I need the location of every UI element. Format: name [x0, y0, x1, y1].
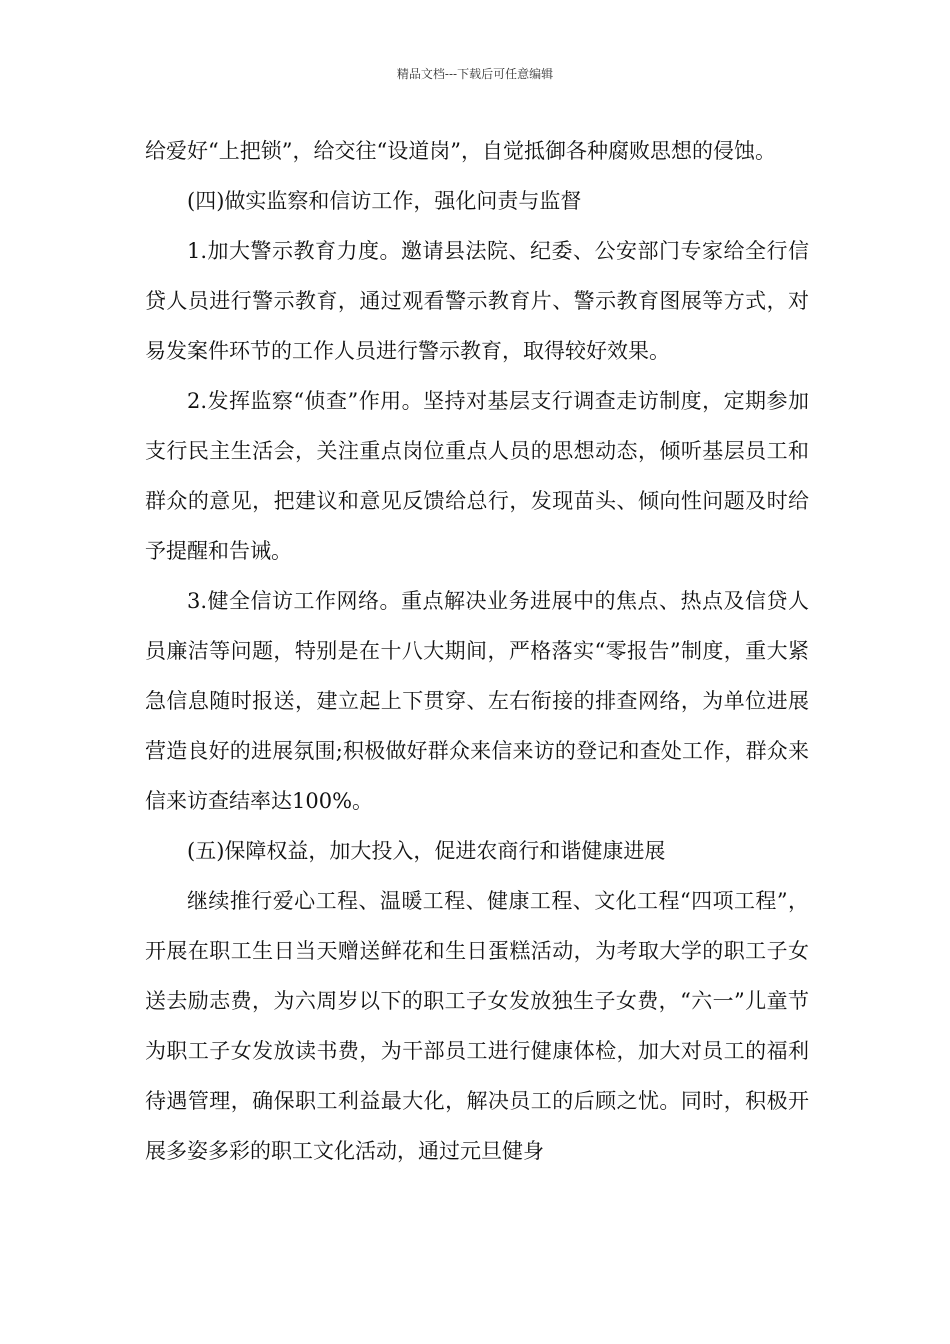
- section-heading-5: (五)保障权益，加大投入，促进农商行和谐健康进展: [187, 839, 666, 863]
- paragraph-body: 继续推行爱心工程、温暖工程、健康工程、文化工程“四项工程”，开展在职工生日当天赠送鲜花和生日蛋糕活动，为考取大学的职工子女送去励志费，为六周岁以下的职工子女发放独生子女费，“六一”儿童节为职工子女发放读书费，为干部员工进行健康体检，加大对员工的福利待遇管理，确保职工利益最大化，解决员工的后顾之忧。同时，积极开展多姿多彩的职工文化活动，通过元旦健身: [145, 889, 809, 1163]
- section-heading-4: (四)做实监察和信访工作，强化问责与监督: [187, 189, 582, 213]
- paragraph-continuation: 给爱好“上把锁”，给交往“设道岗”，自觉抵御各种腐败思想的侵蚀。: [145, 139, 776, 163]
- document-body: [145, 126, 809, 1176]
- paragraph-item-2: 2.发挥监察“侦查”作用。坚持对基层支行调查走访制度，定期参加支行民主生活会，关注重点岗位重点人员的思想动态，倾听基层员工和群众的意见，把建议和意见反馈给总行，发现苗头、倾向性问题及时给予提醒和告诫。: [145, 389, 809, 563]
- paragraph-item-3: 3.健全信访工作网络。重点解决业务进展中的焦点、热点及信贷人员廉洁等问题，特别是在十八大期间，严格落实“零报告”制度，重大紧急信息随时报送，建立起上下贯穿、左右衔接的排查网络，为单位进展营造良好的进展氛围;积极做好群众来信来访的登记和查处工作，群众来信来访查结率达100%。: [145, 589, 809, 813]
- page-header: 精品文档---下载后可任意编辑: [396, 67, 554, 81]
- paragraph-item-1: 1.加大警示教育力度。邀请县法院、纪委、公安部门专家给全行信贷人员进行警示教育，通过观看警示教育片、警示教育图展等方式，对易发案件环节的工作人员进行警示教育，取得较好效果。: [145, 239, 809, 363]
